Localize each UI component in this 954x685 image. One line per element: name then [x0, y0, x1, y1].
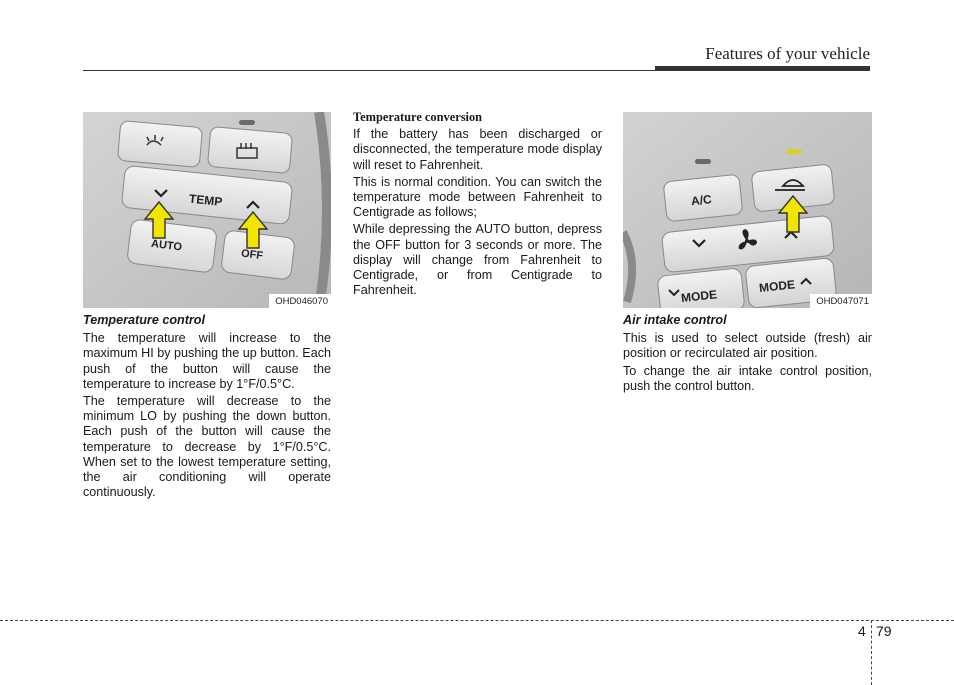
- paragraph: The temperature will increase to the maximum HI by pushing the up button. Each push of the button will cause the temperature to increase by 1°F/0.5°C.: [83, 331, 331, 391]
- footer-vertical-divider: [871, 620, 872, 685]
- temperature-control-section: [83, 313, 331, 502]
- paragraph: This is normal condition. You can switch the temperature mode between Fahrenheit to Centigrade as follows;: [353, 174, 602, 220]
- temperature-conversion-section: [353, 110, 602, 300]
- paragraph: If the battery has been discharged or disconnected, the temperature mode display will reset to Fahrenheit.: [353, 127, 602, 172]
- defrost-rear-button[interactable]: [207, 127, 292, 174]
- indicator-light: [786, 149, 802, 154]
- defrost-front-button[interactable]: [117, 121, 202, 168]
- section-title: Temperature control: [83, 313, 205, 327]
- svg-text:AUTO: AUTO: [150, 237, 183, 254]
- svg-text:MODE: MODE: [758, 277, 796, 296]
- svg-text:TEMP: TEMP: [188, 191, 223, 209]
- ac-button[interactable]: [663, 174, 743, 222]
- indicator-light: [239, 120, 255, 125]
- section-title: Air intake control: [623, 313, 727, 327]
- section-title: Temperature conversion: [353, 110, 483, 124]
- page-header-title: Features of your vehicle: [705, 44, 870, 63]
- air-intake-figure: [623, 112, 872, 308]
- svg-text:A/C: A/C: [690, 192, 713, 209]
- paragraph: This is used to select outside (fresh) air position or recirculated air position.: [623, 331, 872, 361]
- page-number: 79: [876, 623, 892, 639]
- indicator-light: [695, 159, 711, 164]
- header-accent-bar: [655, 66, 870, 71]
- figure-code: OHD047071: [810, 294, 872, 308]
- svg-text:OFF: OFF: [240, 247, 264, 263]
- temperature-control-figure: [83, 112, 331, 308]
- figure-code: OHD046070: [269, 294, 331, 308]
- chapter-number: 4: [858, 623, 866, 639]
- paragraph: While depressing the AUTO button, depress the OFF button for 3 seconds or more. The display will change from Fahrenheit to Centigrade, or from Centigrade to Fahrenheit.: [353, 222, 602, 298]
- paragraph: The temperature will decrease to the minimum LO by pushing the down button. Each push of the button will cause the temperature to decrease by 1°F/0.5°C. When set to the lowest temperature setting, the air conditioning will operate continuously.: [83, 394, 331, 500]
- air-intake-control-section: [623, 313, 872, 396]
- paragraph: To change the air intake control position, push the control button.: [623, 363, 872, 393]
- footer-divider: [0, 620, 954, 621]
- svg-text:MODE: MODE: [680, 287, 718, 306]
